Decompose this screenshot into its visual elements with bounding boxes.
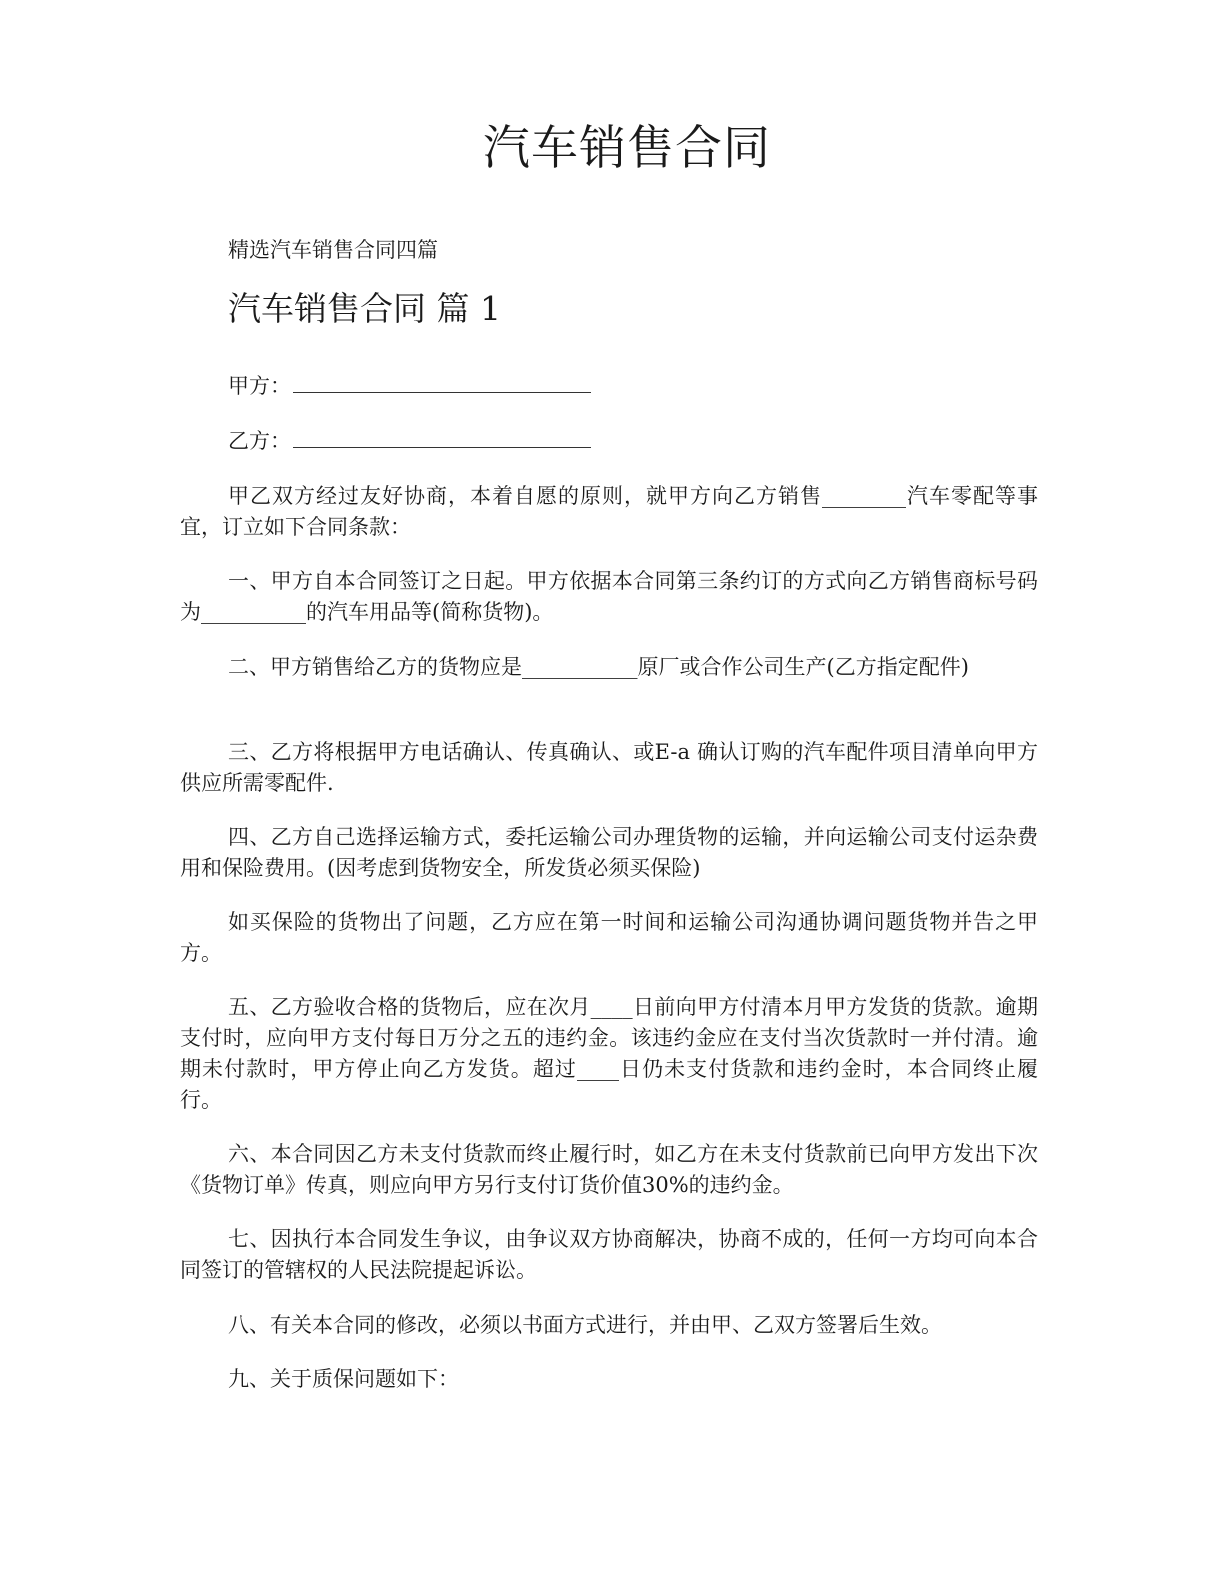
document-title: 汽车销售合同: [483, 121, 771, 176]
party-a-blank: [293, 370, 591, 393]
clause-insurance: 如买保险的货物出了问题，乙方应在第一时间和运输公司沟通协调问题货物并告之甲方。: [180, 910, 1038, 965]
clause-8: 八、有关本合同的修改，必须以书面方式进行，并由甲、乙双方签署后生效。: [228, 1313, 942, 1337]
clause-4: 四、乙方自己选择运输方式，委托运输公司办理货物的运输，并向运输公司支付运杂费用和保险费用。(因考虑到货物安全，所发货必须买保险): [180, 825, 1038, 880]
party-b-row: [228, 425, 591, 457]
party-b-blank: [293, 425, 591, 448]
party-a-label: 甲方：: [228, 374, 291, 398]
clause-7: 七、因执行本合同发生争议，由争议双方协商解决，协商不成的，任何一方均可向本合同签订的管辖权的人民法院提起诉讼。: [180, 1227, 1038, 1282]
clause-1: 一、甲方自本合同签订之日起。甲方依据本合同第三条约订的方式向乙方销售商标号码为__________的汽车用品等(简称货物)。: [180, 569, 1038, 624]
section-heading: 汽车销售合同 篇 1: [228, 289, 501, 328]
document-subtitle: 精选汽车销售合同四篇: [228, 238, 438, 262]
party-a-row: [228, 370, 591, 402]
clause-intro: 甲乙双方经过友好协商，本着自愿的原则，就甲方向乙方销售________汽车零配等事宜，订立如下合同条款：: [180, 484, 1038, 539]
party-b-label: 乙方：: [228, 429, 291, 453]
clause-5: 五、乙方验收合格的货物后，应在次月____日前向甲方付清本月甲方发货的货款。逾期支付时，应向甲方支付每日万分之五的违约金。该违约金应在支付当次货款时一并付清。逾期未付款时，甲方停止向乙方发货。超过____日仍未支付货款和违约金时，本合同终止履行。: [180, 995, 1038, 1112]
clause-9: 九、关于质保问题如下：: [228, 1367, 459, 1391]
clause-3: 三、乙方将根据甲方电话确认、传真确认、或E-a 确认订购的汽车配件项目清单向甲方供应所需零配件.: [180, 740, 1038, 795]
clause-6: 六、本合同因乙方未支付货款而终止履行时，如乙方在未支付货款前已向甲方发出下次《货物订单》传真，则应向甲方另行支付订货价值30%的违约金。: [180, 1142, 1038, 1197]
clause-2: 二、甲方销售给乙方的货物应是___________原厂或合作公司生产(乙方指定配件): [228, 655, 969, 679]
